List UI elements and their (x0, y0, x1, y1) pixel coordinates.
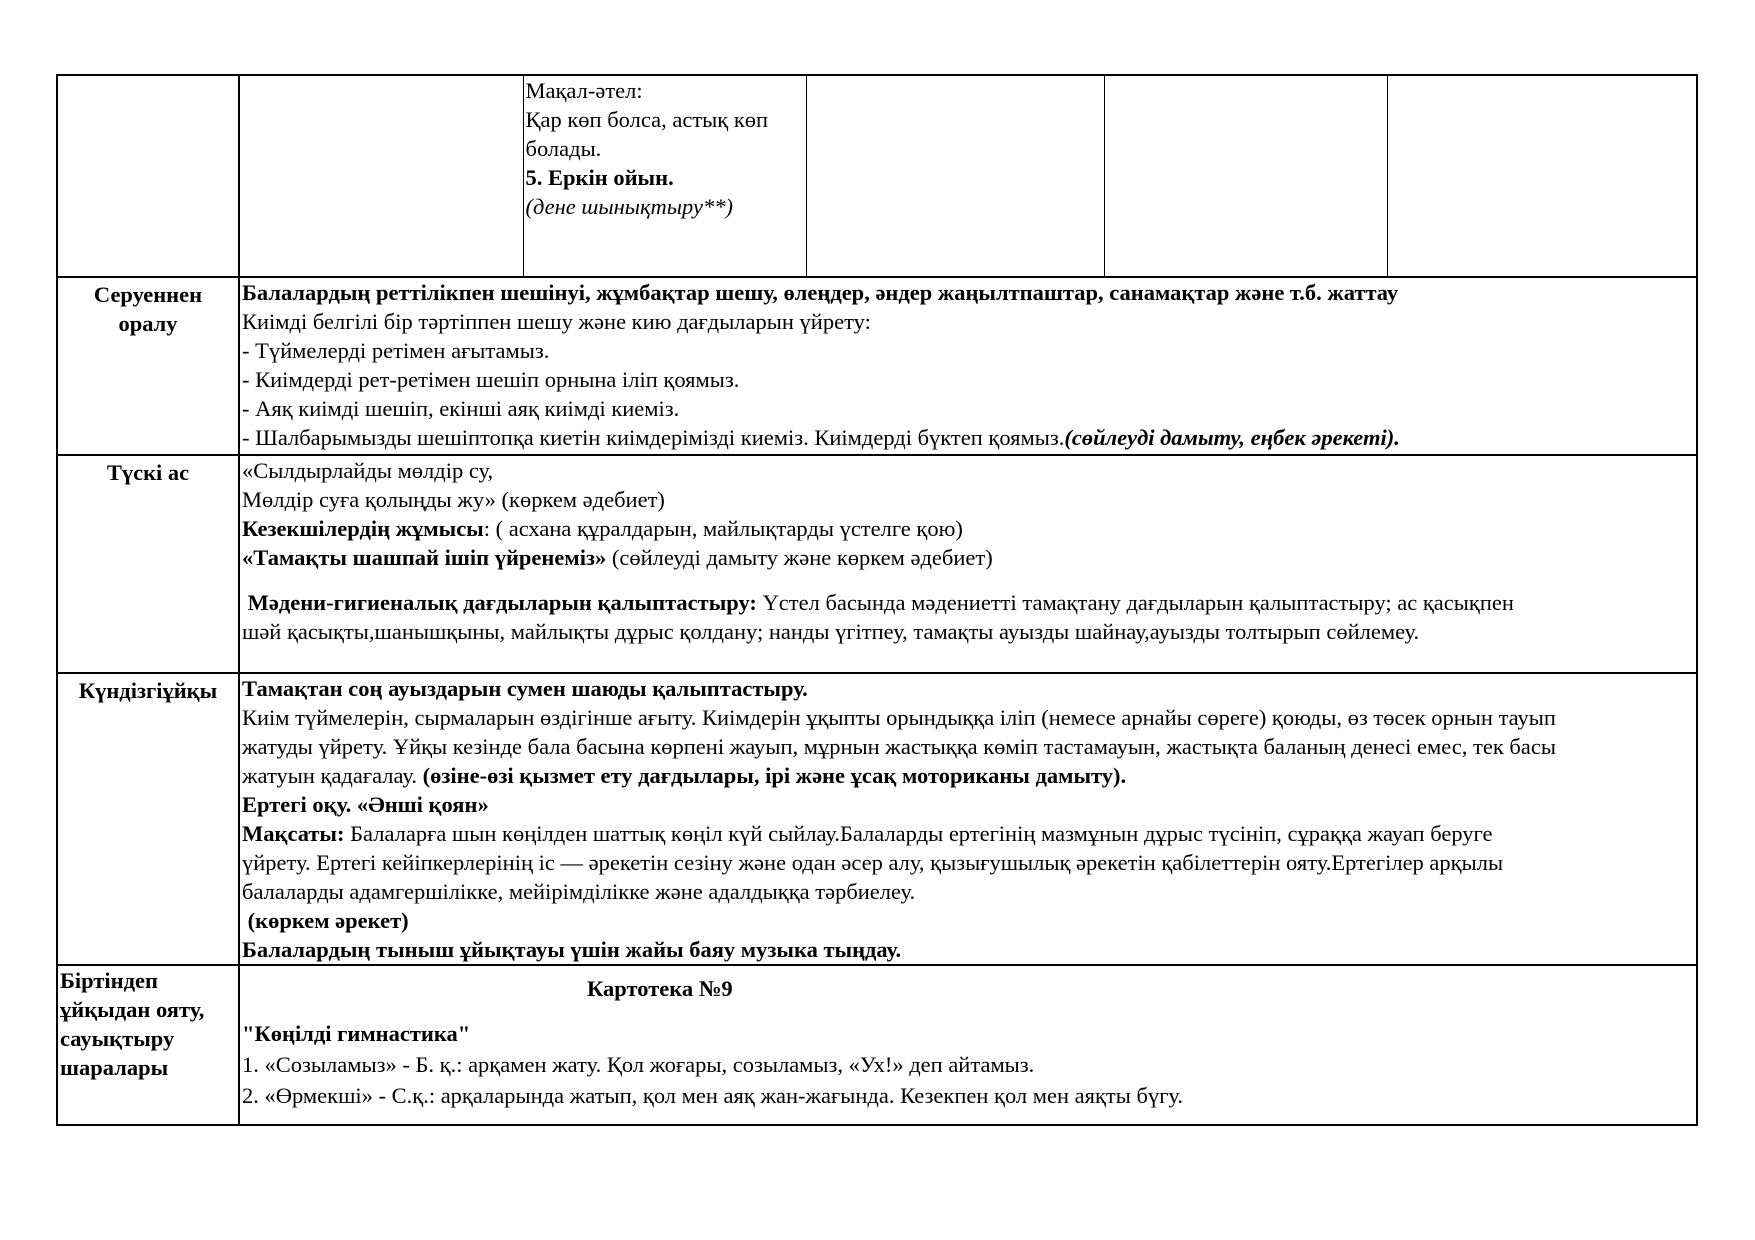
culture-label: Мәдени-гигиеналық дағдыларын қалыптастыру: (242, 590, 757, 615)
lunch-eat-line (242, 543, 1694, 572)
spacer (242, 572, 1694, 588)
free-play-heading: 5. Еркін ойын. (525, 165, 674, 190)
proverb-line-1: Қар көп болса, астық көп (525, 107, 769, 132)
goal-label: Мақсаты: (242, 821, 345, 846)
row-lunch (57, 455, 1697, 673)
top-row-content-cell (239, 75, 1697, 277)
proverb-label: Мақал-әтел: (525, 78, 643, 103)
sleep-line-3: жатуды үйрету. Ұйқы кезінде бала басына көрпені жауып, мұрнын жастыққа көміп тастамауын, жастықта баланың денесі емес, тек басы (242, 734, 1556, 759)
wake-header-line-3: сауықтыру (60, 1026, 175, 1051)
top-row-header-cell (57, 75, 239, 277)
row-daytime-sleep (57, 673, 1697, 965)
culture-text-1: Үстел басында мәдениетті тамақтану дағдыларын қалыптастыру; ас қасықпен (756, 590, 1514, 615)
row-wake-up (57, 965, 1697, 1125)
row-content-return-walk (239, 277, 1697, 455)
row-header-sleep: Күндізгіұйқы (57, 673, 239, 965)
sleep-line-4-note: (өзіне-өзі қызмет ету дағдылары, ірі және ұсақ моториканы дамыту). (422, 763, 1127, 788)
row-header-wake-up (57, 965, 239, 1125)
lunch-duty-line (242, 514, 1694, 543)
wake-header-line-1: Біртіндеп (60, 968, 158, 993)
walk-line-5 (242, 423, 1694, 452)
gymnastics-item-1: 1. «Созыламыз» - Б. қ.: арқамен жату. Қол жоғары, созыламыз, «Ух!» деп айтамыз. (242, 1052, 1035, 1077)
row-header-return-walk (57, 277, 239, 455)
sleep-bold-line: Тамақтан соң ауыздарын сумен шаюды қалыптастыру. (242, 676, 808, 701)
card-title: Картотека №9 (587, 976, 733, 1001)
eat-label: «Тамақты шашпай ішіп үйренеміз» (242, 545, 607, 570)
sleep-line-4-text: жатуын қадағалау. (242, 763, 423, 788)
lunch-culture-line (242, 588, 1694, 617)
goal-line-3: балаларды адамгершілікке, мейірімділікке және адалдыққа тәрбиелеу. (242, 879, 916, 904)
top-cell-5 (1387, 76, 1698, 276)
proverb-line-2: болады. (525, 136, 602, 161)
goal-text-1: Балаларға шын көңілден шаттық көңіл күй сыйлау.Балаларды ертегінің мазмұнын дұрыс түсініп, сұраққа жауап беруге (344, 821, 1493, 846)
row-content-sleep (239, 673, 1697, 965)
free-play-note: (дене шынықтыру**) (525, 194, 733, 219)
goal-line-1 (242, 819, 1694, 848)
wake-header-line-4: шаралары (60, 1055, 169, 1080)
row-header-lunch: Түскі ас (57, 455, 239, 673)
sleep-line-2: Киім түймелерін, сырмаларын өздігінше ағыту. Киімдерін ұқыпты орындыққа іліп (немесе арнайы сөреге) қоюды, өз төсек орнын тауып (242, 705, 1556, 730)
spacer (242, 1003, 1694, 1011)
tale-heading: Ертегі оқу. «Әнші қоян» (242, 792, 489, 817)
gymnastics-item-2: 2. «Өрмекші» - С.қ.: арқаларында жатып, қол мен аяқ жан-жағында. Кезекпен қол мен аяқты бүгу. (242, 1083, 1184, 1108)
document-page (56, 74, 1696, 1126)
walk-bold-line: Балалардың реттілікпен шешінуі, жұмбақтар шешу, өлеңдер, әндер жаңылтпаштар, санамақтар және т.б. жаттау (242, 280, 1399, 305)
duty-text: : ( асхана құралдарын, майлықтарды үстелге қою) (483, 516, 963, 541)
lunch-culture-line-2: шәй қасықты,шанышқыны, майлықты дұрыс қолдану; нанды үгітпеу, тамақты ауызды шайнау,ауызды толтырып сөйлемеу. (242, 619, 1420, 644)
top-row-inner-table (240, 76, 1698, 276)
wake-header-line-2: ұйқыдан ояту, (60, 997, 205, 1022)
goal-line-2: үйрету. Ертегі кейіпкерлерінің іс — әрекетін сезіну және одан әсер алу, қызығушылық әрекетін қабілеттерін ояту.Ертегілер арқылы (242, 850, 1504, 875)
top-cell-2 (523, 76, 806, 276)
row-content-lunch (239, 455, 1697, 673)
walk-line-4: - Аяқ киімді шешіп, екінші аяқ киімді киеміз. (242, 396, 680, 421)
row-return-from-walk (57, 277, 1697, 455)
row-header-line-1: Серуеннен (93, 282, 203, 307)
art-note: (көркем әрекет) (242, 908, 409, 933)
row-content-wake-up (239, 965, 1697, 1125)
top-cell-4 (1104, 76, 1387, 276)
walk-line-3: - Киімдерді рет-ретімен шешіп орнына іліп қоямыз. (242, 367, 740, 392)
music-line: Балалардың тыныш ұйықтауы үшін жайы баяу музыка тыңдау. (242, 937, 902, 962)
walk-line-1: Киімді белгілі бір тәртіппен шешу және кию дағдыларын үйрету: (242, 309, 871, 334)
top-row (57, 75, 1697, 277)
top-cell-1 (240, 76, 523, 276)
row-header-line-2: оралу (118, 311, 178, 336)
walk-line-2: - Түймелерді ретімен ағытамыз. (242, 338, 550, 363)
schedule-table (56, 74, 1698, 1126)
gymnastics-title: "Көңілді гимнастика" (242, 1021, 471, 1046)
eat-text: (сөйлеуді дамыту және көркем әдебиет) (606, 545, 993, 570)
walk-line-5-text: - Шалбарымызды шешіптопқа киетін киімдерімізді киеміз. Киімдерді бүктеп қоямыз. (242, 425, 1065, 450)
top-cell-3 (806, 76, 1104, 276)
sleep-line-4 (242, 761, 1694, 790)
lunch-line-2: Мөлдір суға қолыңды жу» (көркем әдебиет) (242, 487, 665, 512)
walk-line-5-note: (сөйлеуді дамыту, еңбек әрекеті). (1064, 425, 1400, 450)
lunch-line-1: «Сылдырлайды мөлдір су, (242, 458, 494, 483)
duty-label: Кезекшілердің жұмысы (242, 516, 484, 541)
